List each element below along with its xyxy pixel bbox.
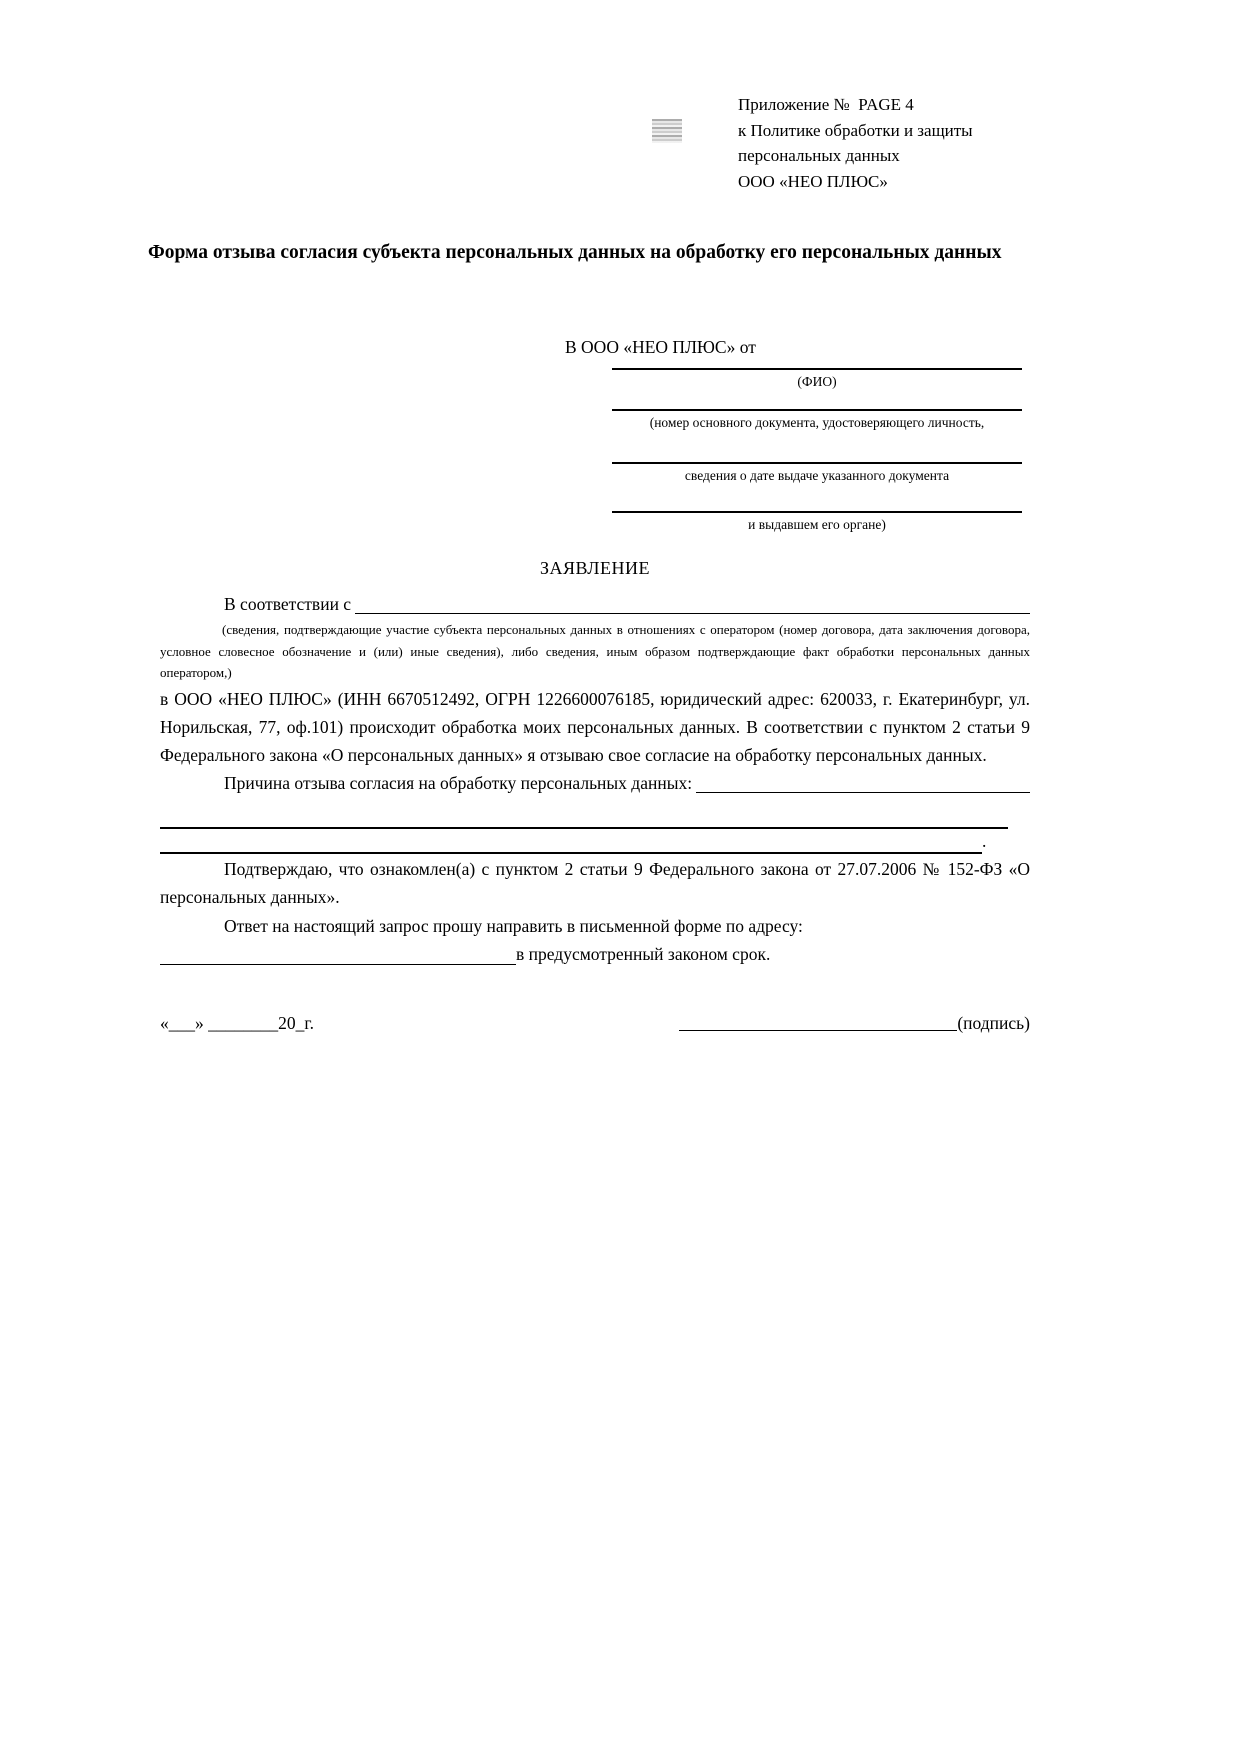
appendix-company-line: ООО «НЕО ПЛЮС» [738, 171, 888, 191]
address-blank-line [160, 940, 516, 965]
issue-date-caption: сведения о дате выдаче указанного документа [684, 468, 950, 483]
appendix-subject-line: персональных данных [738, 146, 900, 165]
statement-heading: ЗАЯВЛЕНИЕ [539, 558, 651, 578]
issue-date-field [612, 432, 1022, 485]
date-blank-text: «___» ________20_г. [160, 1013, 314, 1033]
appendix-number-line: Приложение № PAGE 4 [738, 95, 914, 114]
main-paragraph: в ООО «НЕО ПЛЮС» (ИНН 6670512492, ОГРН 1226600076185, юридический адрес: 620033, г. Екатеринбург, ул. Норильская, 77, оф.101) происходит обработка моих персональных данных. В соответствии с пунктом 2 статьи 9 Федерального закона «О персональных данных» я отзываю свое согласие на обработку персональных данных. [160, 688, 1030, 765]
document-number-caption: (номер основного документа, удостоверяющего личность, [649, 415, 985, 430]
issuing-authority-caption: и выдавшем его органе) [748, 517, 886, 532]
reason-continuation-rule [160, 829, 982, 854]
reply-request-line: Ответ на настоящий запрос прошу направить в письменной форме по адресу: [224, 915, 803, 936]
issuing-authority-field [612, 485, 1022, 534]
date-signature-row [160, 1008, 1030, 1034]
issue-date-blank-line [612, 432, 1022, 464]
blank-line-terminator: . [982, 830, 987, 851]
reason-continuation-blank-line-2 [160, 829, 1030, 854]
accordance-blank-line [355, 613, 1030, 614]
fio-blank-line [612, 358, 1022, 370]
accordance-fine-print: (сведения, подтверждающие участие субъекта персональных данных в отношениях с оператором (номер договора, дата заключения договора, условное словесное обозначение и (или) иные сведения), либо сведения, иным образом подтверждающие факт обработки персональных данных оператором,) [160, 622, 1030, 680]
field-code-artifact-icon [652, 119, 682, 143]
document-number-blank-line [612, 391, 1022, 411]
reason-label: Причина отзыва согласия на обработку персональных данных: [224, 772, 693, 793]
confirmation-paragraph: Подтверждаю, что ознакомлен(а) с пунктом 2 статьи 9 Федерального закона от 27.07.2006 № 152-ФЗ «О персональных данных». [160, 858, 1030, 907]
signature-area [679, 1008, 1030, 1034]
fio-caption: (ФИО) [797, 374, 837, 389]
issuing-authority-blank-line [612, 485, 1022, 513]
addressee-to-line: В ООО «НЕО ПЛЮС» от [565, 337, 756, 357]
statement-body [160, 590, 1030, 968]
appendix-policy-line: к Политике обработки и защиты [738, 120, 973, 140]
reply-tail-text: в предусмотренный законом срок. [516, 943, 771, 964]
addressee-block [565, 337, 1022, 534]
reason-line [160, 769, 1030, 797]
signature-caption: (подпись) [957, 1013, 1030, 1033]
reply-address-line [160, 940, 1030, 968]
reason-blank-line [696, 792, 1030, 793]
document-title: Форма отзыва согласия субъекта персональных данных на обработку его персональных данных [148, 242, 1002, 263]
accordance-label: В соответствии с [224, 594, 352, 614]
fio-field [612, 358, 1022, 391]
signature-blank-line [679, 1008, 957, 1031]
accordance-line [160, 590, 1030, 618]
reason-continuation-blank-line-1 [160, 797, 1008, 829]
document-number-field [612, 391, 1022, 432]
appendix-header [738, 92, 973, 194]
